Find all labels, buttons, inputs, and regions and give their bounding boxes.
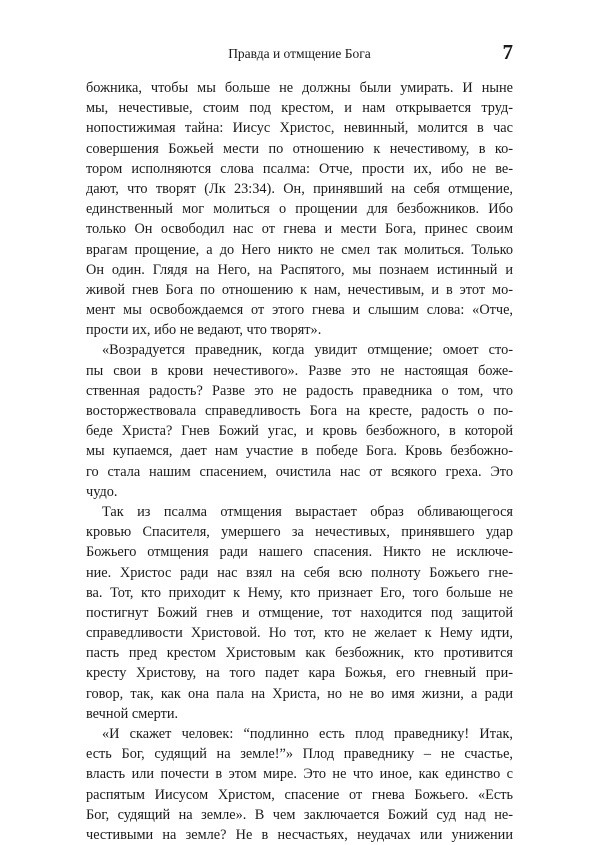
- text-line: честивыми на земле? Не в несчастьях, неудачах или унижении: [86, 826, 513, 843]
- text-line: Бог, судящий на земле». В чем заключается Божий суд над не-: [86, 806, 513, 823]
- text-line: беде Христа? Гнев Божий угас, и кровь безбожного, в которой: [86, 423, 513, 440]
- text-line: Он один. Глядя на Него, на Распятого, мы познаем истинный и: [86, 261, 513, 278]
- text-line: совершения Божьей мести по отношению к нечестивому, в ко-: [86, 140, 513, 157]
- body-text: [86, 78, 513, 845]
- text-line: нопостижимая тайна: Иисус Христос, невинный, молится в час: [86, 120, 513, 137]
- text-line: Божьего отмщения ради нашего спасения. Никто не исключе-: [86, 544, 513, 561]
- text-line: ва. Тот, кто приходит к Нему, кто признает Его, того больше не: [86, 584, 513, 601]
- text-line: кровью Спасителя, умершего за нечестивых, принявшего удар: [86, 524, 513, 541]
- text-line: ственная радость? Разве это не радость праведника о том, что: [86, 382, 513, 399]
- text-line: прости их, ибо не ведают, что творят».: [86, 322, 322, 339]
- text-line: власть или почести в этом мире. Это не что иное, как единство с: [86, 766, 513, 783]
- running-title: Правда и отмщение Бога: [228, 46, 371, 61]
- running-head: [86, 40, 513, 66]
- text-line: живой гнев Бога по отношению к нам, нечестивым, и в этот мо-: [86, 281, 513, 298]
- page-number: 7: [502, 40, 513, 64]
- text-line: восторжествовала справедливость Бога на кресте, радость о по-: [86, 403, 513, 419]
- text-line: «Возрадуется праведник, когда увидит отмщение; омоет сто-: [102, 342, 513, 359]
- text-line: вечной смерти.: [86, 705, 179, 722]
- text-line: чудо.: [86, 483, 118, 500]
- text-line: божника, чтобы мы больше не должны были умирать. И ныне: [86, 80, 513, 96]
- text-line: кресту Христову, на того падет кара Божья, его гневный при-: [86, 665, 513, 682]
- text-line: Так из псалма отмщения вырастает образ обливающегося: [102, 503, 513, 520]
- text-line: справедливости Христовой. Но тот, кто не желает к Нему идти,: [86, 625, 513, 642]
- text-line: дают, что творят (Лк 23:34). Он, принявший на себя отмщение,: [86, 180, 513, 197]
- text-line: мы купаемся, дает нам участие в победе Бога. Кровь безбожно-: [86, 443, 513, 460]
- text-line: «И скажет человек: “подлинно есть плод праведнику! Итак,: [102, 726, 513, 742]
- text-line: тором исполняются слова псалма: Отче, прости их, ибо не ве-: [86, 160, 513, 177]
- text-line: только Он освободил нас от гнева и мести Бога, принес своим: [86, 221, 513, 238]
- text-line: го стала нашим спасением, очистила нас от всякого греха. Это: [86, 463, 513, 480]
- text-line: пы свои в крови нечестивого». Разве это не настоящая боже-: [86, 362, 513, 379]
- text-line: мент мы освобождаемся от этого гнева и слышим слова: «Отче,: [86, 302, 513, 319]
- text-line: распятым Иисусом Христом, спасение от гнева Божьего. «Есть: [86, 786, 513, 803]
- text-line: постигнут Божий гнев и отмщение, тот находится под защитой: [86, 604, 513, 621]
- text-line: говор, так, как она пала на Христа, но не во имя жизни, а ради: [86, 685, 513, 702]
- text-line: мы, нечестивые, стоим под крестом, и нам открывается труд-: [86, 100, 513, 117]
- text-line: единственный мог молиться о прощении для безбожников. Ибо: [86, 201, 513, 218]
- text-line: врагам прощение, а до Него никто не смел так молиться. Только: [86, 241, 513, 258]
- text-line: ние. Христос ради нас взял на себя всю полноту Божьего гне-: [86, 564, 513, 581]
- text-line: есть Бог, судящий на земле!”» Плод праведнику – не счастье,: [86, 746, 513, 763]
- text-line: пасть пред крестом Христовым как безбожник, кто противится: [86, 645, 513, 662]
